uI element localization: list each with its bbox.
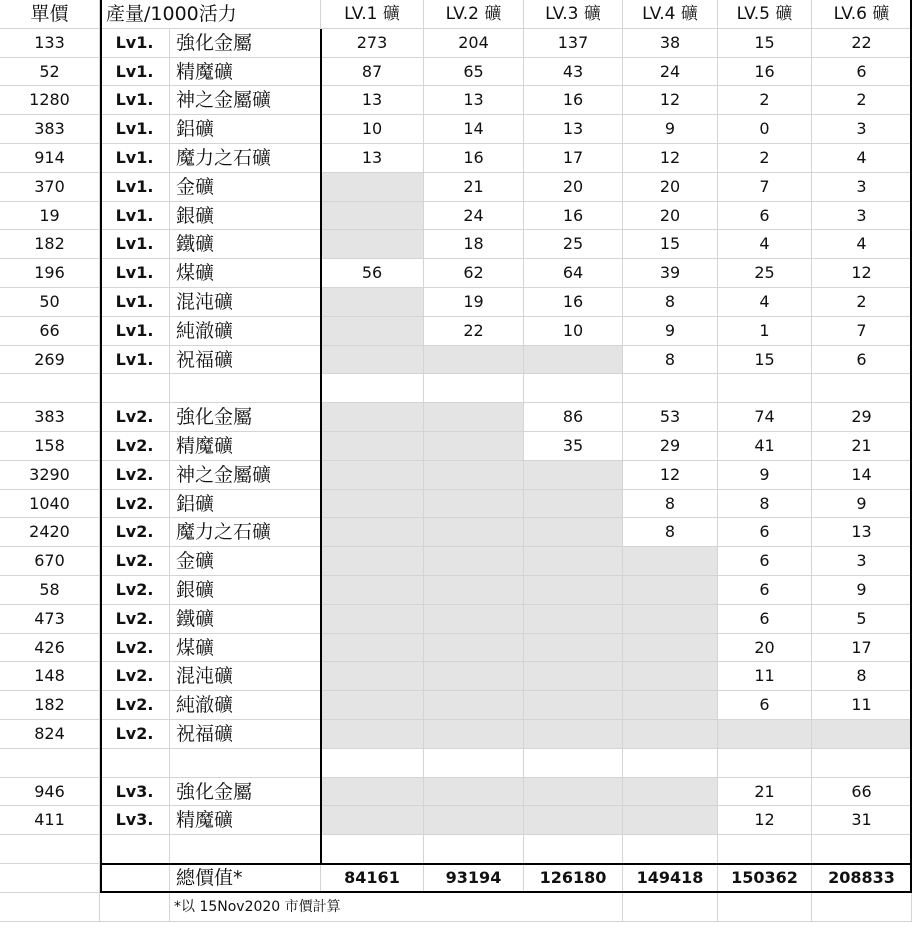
empty-cell[interactable] — [424, 720, 524, 749]
price-cell[interactable]: 58 — [0, 576, 100, 605]
empty-cell[interactable] — [321, 461, 424, 490]
empty-cell[interactable] — [524, 720, 623, 749]
price-cell[interactable]: 148 — [0, 662, 100, 691]
ore-level-cell[interactable]: Lv2. — [100, 490, 170, 519]
yield-cell[interactable] — [718, 374, 812, 403]
yield-cell[interactable]: 22 — [424, 317, 524, 346]
yield-cell[interactable]: 8 — [623, 518, 718, 547]
border-left — [100, 0, 102, 893]
price-cell[interactable]: 196 — [0, 259, 100, 288]
empty-cell[interactable] — [623, 576, 718, 605]
ore-name-cell[interactable] — [170, 835, 321, 864]
ore-level-cell[interactable] — [100, 835, 170, 864]
ore-level-cell[interactable]: Lv2. — [100, 662, 170, 691]
empty-cell[interactable] — [424, 778, 524, 807]
yield-cell[interactable] — [321, 749, 424, 778]
header-level-5[interactable]: LV.5 礦 — [718, 0, 812, 29]
yield-cell[interactable]: 16 — [524, 288, 623, 317]
yield-cell[interactable]: 6 — [812, 346, 912, 375]
yield-cell[interactable]: 7 — [812, 317, 912, 346]
yield-cell[interactable]: 16 — [424, 144, 524, 173]
ore-level-cell[interactable]: Lv1. — [100, 86, 170, 115]
empty-cell[interactable] — [424, 432, 524, 461]
price-cell[interactable]: 473 — [0, 605, 100, 634]
yield-cell[interactable]: 9 — [812, 576, 912, 605]
ore-name-cell[interactable]: 精魔礦 — [170, 806, 321, 835]
empty-cell[interactable] — [524, 576, 623, 605]
yield-cell[interactable]: 29 — [623, 432, 718, 461]
ore-name-cell[interactable]: 純澈礦 — [170, 317, 321, 346]
total-label[interactable]: 總價值* — [170, 864, 321, 893]
empty-cell[interactable] — [424, 576, 524, 605]
border-divider — [320, 29, 322, 864]
yield-cell[interactable]: 38 — [623, 29, 718, 58]
price-cell[interactable]: 383 — [0, 403, 100, 432]
empty-cell[interactable] — [623, 806, 718, 835]
ore-level-cell[interactable]: Lv2. — [100, 518, 170, 547]
price-cell[interactable]: 19 — [0, 202, 100, 231]
price-cell[interactable]: 824 — [0, 720, 100, 749]
ore-name-cell[interactable]: 純澈礦 — [170, 691, 321, 720]
empty-cell[interactable] — [321, 518, 424, 547]
header-level-4[interactable]: LV.4 礦 — [623, 0, 718, 29]
ore-level-cell[interactable]: Lv2. — [100, 432, 170, 461]
empty-cell[interactable] — [524, 461, 623, 490]
yield-cell[interactable]: 5 — [812, 605, 912, 634]
yield-cell[interactable]: 15 — [718, 29, 812, 58]
ore-name-cell[interactable]: 魔力之石礦 — [170, 518, 321, 547]
yield-cell[interactable]: 87 — [321, 58, 424, 87]
empty-cell[interactable] — [424, 605, 524, 634]
yield-cell[interactable]: 13 — [321, 86, 424, 115]
header-price[interactable]: 單價 — [0, 0, 100, 29]
blank-cell[interactable] — [718, 893, 812, 922]
price-cell[interactable]: 66 — [0, 317, 100, 346]
empty-cell[interactable] — [524, 518, 623, 547]
empty-cell[interactable] — [321, 547, 424, 576]
empty-cell[interactable] — [524, 346, 623, 375]
yield-cell[interactable]: 12 — [623, 86, 718, 115]
yield-cell[interactable]: 3 — [812, 547, 912, 576]
empty-cell[interactable] — [623, 778, 718, 807]
yield-cell[interactable]: 16 — [524, 202, 623, 231]
price-cell[interactable] — [0, 749, 100, 778]
empty-cell[interactable] — [623, 605, 718, 634]
yield-cell[interactable]: 16 — [524, 86, 623, 115]
ore-name-cell[interactable]: 精魔礦 — [170, 432, 321, 461]
yield-cell[interactable]: 9 — [718, 461, 812, 490]
header-level-6[interactable]: LV.6 礦 — [812, 0, 912, 29]
yield-cell[interactable]: 6 — [812, 58, 912, 87]
yield-cell[interactable]: 29 — [812, 403, 912, 432]
ore-level-cell[interactable]: Lv1. — [100, 259, 170, 288]
ore-level-cell[interactable]: Lv3. — [100, 806, 170, 835]
yield-cell[interactable]: 6 — [718, 605, 812, 634]
yield-cell[interactable] — [321, 835, 424, 864]
empty-cell[interactable] — [424, 346, 524, 375]
yield-cell[interactable] — [623, 749, 718, 778]
ore-level-cell[interactable]: Lv2. — [100, 547, 170, 576]
ore-name-cell[interactable]: 金礦 — [170, 173, 321, 202]
empty-cell[interactable] — [321, 806, 424, 835]
yield-cell[interactable]: 0 — [718, 115, 812, 144]
yield-cell[interactable]: 12 — [718, 806, 812, 835]
empty-cell[interactable] — [321, 288, 424, 317]
total-value-6[interactable]: 208833 — [812, 864, 912, 893]
yield-cell[interactable]: 74 — [718, 403, 812, 432]
ore-level-cell[interactable]: Lv2. — [100, 576, 170, 605]
yield-cell[interactable]: 8 — [718, 490, 812, 519]
price-cell[interactable]: 411 — [0, 806, 100, 835]
empty-cell[interactable] — [321, 432, 424, 461]
ore-name-cell[interactable]: 銀礦 — [170, 576, 321, 605]
ore-name-cell[interactable]: 混沌礦 — [170, 662, 321, 691]
yield-cell[interactable]: 137 — [524, 29, 623, 58]
yield-cell[interactable]: 19 — [424, 288, 524, 317]
price-cell[interactable]: 1040 — [0, 490, 100, 519]
ore-level-cell[interactable]: Lv1. — [100, 29, 170, 58]
ore-name-cell[interactable] — [170, 749, 321, 778]
yield-cell[interactable]: 18 — [424, 230, 524, 259]
yield-cell[interactable]: 17 — [812, 634, 912, 663]
yield-cell[interactable]: 62 — [424, 259, 524, 288]
yield-cell[interactable]: 3 — [812, 202, 912, 231]
price-cell[interactable]: 670 — [0, 547, 100, 576]
ore-level-cell[interactable]: Lv1. — [100, 173, 170, 202]
yield-cell[interactable]: 22 — [812, 29, 912, 58]
empty-cell[interactable] — [718, 720, 812, 749]
yield-cell[interactable] — [812, 749, 912, 778]
yield-cell[interactable]: 16 — [718, 58, 812, 87]
empty-cell[interactable] — [524, 634, 623, 663]
ore-name-cell[interactable]: 祝福礦 — [170, 720, 321, 749]
yield-cell[interactable]: 13 — [524, 115, 623, 144]
empty-cell[interactable] — [424, 806, 524, 835]
yield-cell[interactable]: 2 — [718, 144, 812, 173]
yield-cell[interactable]: 6 — [718, 691, 812, 720]
ore-level-cell[interactable]: Lv3. — [100, 778, 170, 807]
footnote[interactable]: *以 15Nov2020 市價計算 — [170, 893, 524, 922]
ore-level-cell[interactable]: Lv1. — [100, 317, 170, 346]
yield-cell[interactable]: 13 — [812, 518, 912, 547]
empty-cell[interactable] — [424, 490, 524, 519]
total-value-1[interactable]: 84161 — [321, 864, 424, 893]
yield-cell[interactable]: 273 — [321, 29, 424, 58]
blank-cell[interactable] — [524, 893, 623, 922]
yield-cell[interactable]: 53 — [623, 403, 718, 432]
price-cell[interactable]: 50 — [0, 288, 100, 317]
blank-cell[interactable] — [0, 893, 100, 922]
ore-name-cell[interactable]: 銀礦 — [170, 202, 321, 231]
price-cell[interactable]: 426 — [0, 634, 100, 663]
yield-cell[interactable]: 13 — [321, 144, 424, 173]
yield-cell[interactable]: 8 — [812, 662, 912, 691]
yield-cell[interactable]: 25 — [524, 230, 623, 259]
yield-cell[interactable]: 20 — [718, 634, 812, 663]
ore-name-cell[interactable]: 強化金屬 — [170, 29, 321, 58]
price-cell[interactable]: 2420 — [0, 518, 100, 547]
yield-cell[interactable] — [524, 749, 623, 778]
yield-cell[interactable] — [812, 835, 912, 864]
yield-cell[interactable]: 66 — [812, 778, 912, 807]
empty-cell[interactable] — [524, 605, 623, 634]
yield-cell[interactable]: 11 — [718, 662, 812, 691]
yield-cell[interactable]: 12 — [623, 461, 718, 490]
empty-cell[interactable] — [321, 202, 424, 231]
ore-level-cell[interactable]: Lv1. — [100, 58, 170, 87]
yield-cell[interactable]: 8 — [623, 490, 718, 519]
yield-cell[interactable] — [623, 835, 718, 864]
price-cell[interactable]: 133 — [0, 29, 100, 58]
ore-level-cell[interactable]: Lv2. — [100, 605, 170, 634]
empty-cell[interactable] — [424, 634, 524, 663]
total-value-3[interactable]: 126180 — [524, 864, 623, 893]
yield-cell[interactable]: 6 — [718, 518, 812, 547]
ore-level-cell[interactable]: Lv2. — [100, 403, 170, 432]
yield-cell[interactable]: 20 — [524, 173, 623, 202]
yield-cell[interactable] — [623, 374, 718, 403]
yield-cell[interactable]: 65 — [424, 58, 524, 87]
empty-cell[interactable] — [623, 720, 718, 749]
yield-cell[interactable]: 2 — [812, 86, 912, 115]
yield-cell[interactable]: 10 — [321, 115, 424, 144]
yield-cell[interactable]: 25 — [718, 259, 812, 288]
price-cell[interactable]: 52 — [0, 58, 100, 87]
price-cell[interactable]: 3290 — [0, 461, 100, 490]
yield-cell[interactable]: 4 — [718, 230, 812, 259]
blank-cell[interactable] — [100, 864, 170, 893]
header-level-2[interactable]: LV.2 礦 — [424, 0, 524, 29]
yield-cell[interactable]: 15 — [623, 230, 718, 259]
yield-cell[interactable]: 56 — [321, 259, 424, 288]
yield-cell[interactable]: 12 — [623, 144, 718, 173]
empty-cell[interactable] — [321, 662, 424, 691]
yield-cell[interactable]: 14 — [812, 461, 912, 490]
yield-cell[interactable]: 24 — [623, 58, 718, 87]
yield-cell[interactable] — [524, 835, 623, 864]
yield-cell[interactable] — [321, 374, 424, 403]
empty-cell[interactable] — [321, 634, 424, 663]
yield-cell[interactable]: 13 — [424, 86, 524, 115]
yield-cell[interactable]: 8 — [623, 346, 718, 375]
ore-name-cell[interactable]: 強化金屬 — [170, 403, 321, 432]
header-output[interactable]: 產量/1000活力 — [100, 0, 321, 29]
empty-cell[interactable] — [321, 605, 424, 634]
empty-cell[interactable] — [321, 720, 424, 749]
yield-cell[interactable]: 6 — [718, 547, 812, 576]
empty-cell[interactable] — [321, 490, 424, 519]
yield-cell[interactable] — [812, 374, 912, 403]
border-bottom — [100, 891, 912, 893]
yield-cell[interactable]: 43 — [524, 58, 623, 87]
empty-cell[interactable] — [623, 662, 718, 691]
ore-level-cell[interactable]: Lv2. — [100, 461, 170, 490]
empty-cell[interactable] — [524, 778, 623, 807]
empty-cell[interactable] — [623, 691, 718, 720]
price-cell[interactable]: 182 — [0, 691, 100, 720]
header-level-3[interactable]: LV.3 礦 — [524, 0, 623, 29]
yield-cell[interactable]: 14 — [424, 115, 524, 144]
empty-cell[interactable] — [623, 634, 718, 663]
price-cell[interactable]: 269 — [0, 346, 100, 375]
yield-cell[interactable] — [424, 374, 524, 403]
empty-cell[interactable] — [424, 691, 524, 720]
empty-cell[interactable] — [424, 518, 524, 547]
ore-name-cell[interactable]: 金礦 — [170, 547, 321, 576]
yield-cell[interactable]: 11 — [812, 691, 912, 720]
blank-cell[interactable] — [623, 893, 718, 922]
yield-cell[interactable]: 21 — [424, 173, 524, 202]
ore-name-cell[interactable]: 神之金屬礦 — [170, 86, 321, 115]
yield-cell[interactable]: 6 — [718, 202, 812, 231]
price-cell[interactable]: 946 — [0, 778, 100, 807]
empty-cell[interactable] — [321, 346, 424, 375]
header-level-1[interactable]: LV.1 礦 — [321, 0, 424, 29]
yield-cell[interactable] — [424, 749, 524, 778]
ore-level-cell[interactable]: Lv1. — [100, 144, 170, 173]
yield-cell[interactable]: 21 — [812, 432, 912, 461]
empty-cell[interactable] — [424, 547, 524, 576]
ore-level-cell[interactable]: Lv1. — [100, 115, 170, 144]
yield-cell[interactable]: 64 — [524, 259, 623, 288]
ore-level-cell[interactable]: Lv1. — [100, 346, 170, 375]
yield-cell[interactable]: 20 — [623, 173, 718, 202]
empty-cell[interactable] — [321, 576, 424, 605]
yield-cell[interactable]: 9 — [812, 490, 912, 519]
ore-level-cell[interactable]: Lv1. — [100, 230, 170, 259]
ore-name-cell[interactable]: 祝福礦 — [170, 346, 321, 375]
ore-level-cell[interactable]: Lv1. — [100, 202, 170, 231]
yield-cell[interactable] — [424, 835, 524, 864]
border-total-top — [100, 863, 912, 865]
price-cell[interactable]: 182 — [0, 230, 100, 259]
price-cell[interactable]: 914 — [0, 144, 100, 173]
empty-cell[interactable] — [321, 403, 424, 432]
ore-name-cell[interactable]: 混沌礦 — [170, 288, 321, 317]
yield-cell[interactable]: 86 — [524, 403, 623, 432]
ore-name-cell[interactable]: 鋁礦 — [170, 115, 321, 144]
empty-cell[interactable] — [321, 230, 424, 259]
ore-name-cell[interactable]: 強化金屬 — [170, 778, 321, 807]
empty-cell[interactable] — [424, 461, 524, 490]
price-cell[interactable]: 383 — [0, 115, 100, 144]
yield-cell[interactable] — [718, 749, 812, 778]
yield-cell[interactable]: 4 — [718, 288, 812, 317]
total-value-4[interactable]: 149418 — [623, 864, 718, 893]
ore-level-cell[interactable]: Lv2. — [100, 691, 170, 720]
yield-cell[interactable]: 8 — [623, 288, 718, 317]
yield-cell[interactable] — [524, 374, 623, 403]
yield-cell[interactable]: 24 — [424, 202, 524, 231]
blank-cell[interactable] — [100, 893, 170, 922]
yield-cell[interactable]: 4 — [812, 144, 912, 173]
empty-cell[interactable] — [524, 547, 623, 576]
yield-cell[interactable]: 10 — [524, 317, 623, 346]
empty-cell[interactable] — [424, 403, 524, 432]
blank-cell[interactable] — [0, 864, 100, 893]
yield-cell[interactable]: 12 — [812, 259, 912, 288]
yield-cell[interactable]: 2 — [718, 86, 812, 115]
yield-cell[interactable] — [718, 835, 812, 864]
yield-cell[interactable]: 35 — [524, 432, 623, 461]
empty-cell[interactable] — [524, 806, 623, 835]
ore-name-cell[interactable]: 煤礦 — [170, 634, 321, 663]
empty-cell[interactable] — [321, 173, 424, 202]
yield-cell[interactable]: 21 — [718, 778, 812, 807]
empty-cell[interactable] — [623, 547, 718, 576]
yield-cell[interactable]: 204 — [424, 29, 524, 58]
ore-name-cell[interactable] — [170, 374, 321, 403]
yield-cell[interactable]: 39 — [623, 259, 718, 288]
empty-cell[interactable] — [321, 778, 424, 807]
yield-cell[interactable]: 3 — [812, 115, 912, 144]
yield-cell[interactable]: 17 — [524, 144, 623, 173]
ore-name-cell[interactable]: 魔力之石礦 — [170, 144, 321, 173]
total-value-2[interactable]: 93194 — [424, 864, 524, 893]
yield-cell[interactable]: 41 — [718, 432, 812, 461]
price-cell[interactable]: 1280 — [0, 86, 100, 115]
ore-level-cell[interactable] — [100, 749, 170, 778]
empty-cell[interactable] — [321, 317, 424, 346]
ore-level-cell[interactable]: Lv1. — [100, 288, 170, 317]
yield-cell[interactable]: 6 — [718, 576, 812, 605]
price-cell[interactable] — [0, 835, 100, 864]
yield-cell[interactable]: 15 — [718, 346, 812, 375]
empty-cell[interactable] — [524, 662, 623, 691]
yield-cell[interactable]: 3 — [812, 173, 912, 202]
ore-name-cell[interactable]: 鐵礦 — [170, 230, 321, 259]
empty-cell[interactable] — [812, 720, 912, 749]
empty-cell[interactable] — [424, 662, 524, 691]
price-cell[interactable]: 370 — [0, 173, 100, 202]
price-cell[interactable] — [0, 374, 100, 403]
ore-level-cell[interactable]: Lv2. — [100, 634, 170, 663]
yield-cell[interactable]: 31 — [812, 806, 912, 835]
empty-cell[interactable] — [321, 691, 424, 720]
empty-cell[interactable] — [524, 691, 623, 720]
yield-cell[interactable]: 7 — [718, 173, 812, 202]
yield-cell[interactable]: 2 — [812, 288, 912, 317]
yield-cell[interactable]: 1 — [718, 317, 812, 346]
empty-cell[interactable] — [524, 490, 623, 519]
ore-level-cell[interactable] — [100, 374, 170, 403]
ore-name-cell[interactable]: 神之金屬礦 — [170, 461, 321, 490]
ore-name-cell[interactable]: 煤礦 — [170, 259, 321, 288]
ore-level-cell[interactable]: Lv2. — [100, 720, 170, 749]
yield-cell[interactable]: 4 — [812, 230, 912, 259]
yield-cell[interactable]: 9 — [623, 115, 718, 144]
blank-cell[interactable] — [812, 893, 912, 922]
total-value-5[interactable]: 150362 — [718, 864, 812, 893]
ore-name-cell[interactable]: 精魔礦 — [170, 58, 321, 87]
ore-name-cell[interactable]: 鐵礦 — [170, 605, 321, 634]
ore-name-cell[interactable]: 鋁礦 — [170, 490, 321, 519]
yield-cell[interactable]: 20 — [623, 202, 718, 231]
yield-cell[interactable]: 9 — [623, 317, 718, 346]
price-cell[interactable]: 158 — [0, 432, 100, 461]
